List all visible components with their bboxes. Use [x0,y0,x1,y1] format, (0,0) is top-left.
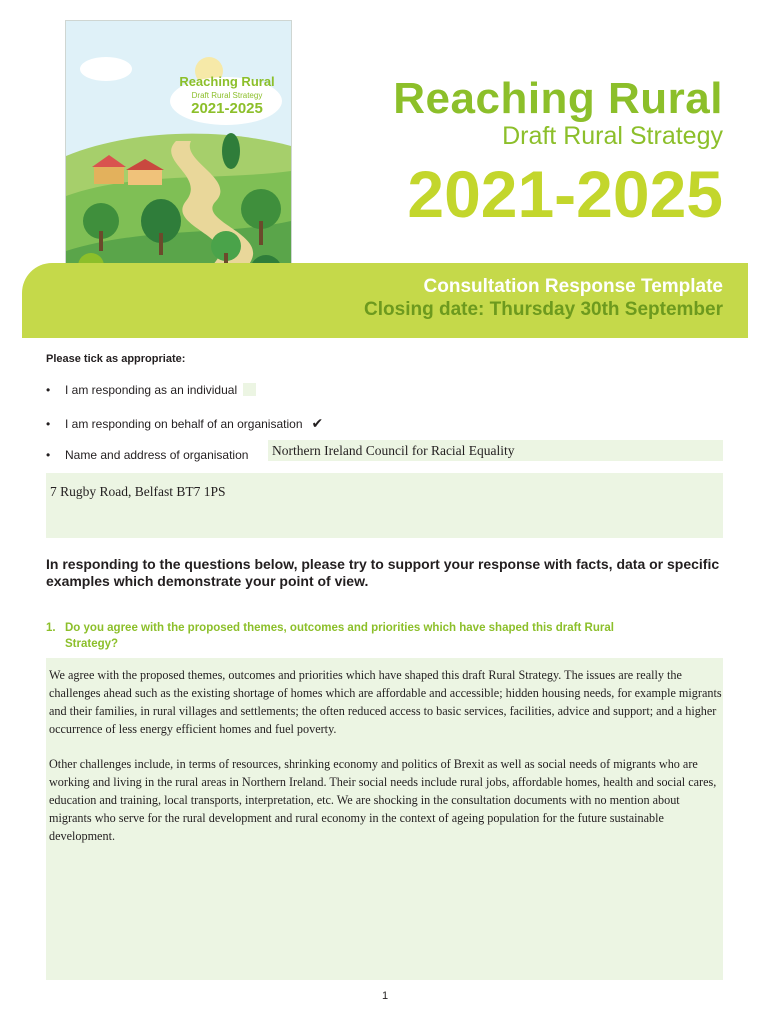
question-number: 1. [46,622,56,634]
bullet: • [46,383,51,397]
question-1 [46,620,686,652]
option-organisation [46,415,323,432]
answer-paragraph: We agree with the proposed themes, outcomes and priorities which have shaped this draft Rural Strategy. The issues are really the challenges ahead such as the existing shortage of homes which are affordable and accessible; hidden housing needs, for example migrants and their families, in rural villages and settlements; the often reduced access to basic services, facilities, advice and support; and a higher occurrence of less energy efficient homes and fuel poverty. [49,668,722,736]
organisation-checkmark[interactable]: ✔ [311,415,324,431]
org-address-field[interactable]: 7 Rugby Road, Belfast BT7 1PS [46,473,723,538]
document-subtitle: Draft Rural Strategy [502,122,723,150]
bullet: • [46,448,51,462]
question-text: Do you agree with the proposed themes, outcomes and priorities which have shaped this draft Rural Strategy? [65,622,614,650]
bullet: • [46,417,51,431]
individual-checkbox[interactable] [243,383,256,396]
page-number: 1 [381,990,389,1002]
option-org-name [46,447,248,463]
cover-subtitle: Draft Rural Strategy [191,91,263,100]
document-years: 2021-2025 [407,157,723,231]
document-title: Reaching Rural [393,74,723,123]
cover-title: Reaching Rural [179,74,275,89]
option-label: I am responding as an individual [65,383,238,397]
instruction-text: In responding to the questions below, please try to support your response with facts, data or specific examples which demonstrate your point of view. [46,556,720,589]
option-individual [46,382,256,398]
option-label: I am responding on behalf of an organisation [65,417,303,431]
cover-years: 2021-2025 [191,100,263,117]
consultation-heading: Consultation Response Template [423,276,723,297]
closing-date: Closing date: Thursday 30th September [364,299,723,320]
option-label: Name and address of organisation [65,448,249,462]
answer-field-1[interactable] [46,658,723,980]
tick-heading: Please tick as appropriate: [46,353,186,365]
org-name-field[interactable]: Northern Ireland Council for Racial Equality [268,440,723,461]
answer-paragraph: Other challenges include, in terms of resources, shrinking economy and politics of Brexit as well as social needs of migrants who are working and living in the rural areas in Northern Ireland. Their social needs include rural jobs, affordable homes, health and social cares, education and training, local transports, interpretation, etc. We are shocking in the consultation documents with no mention about migrants who serve for the rural development and rural economy in the context of ageing population for the future sustainable development. [49,757,717,843]
